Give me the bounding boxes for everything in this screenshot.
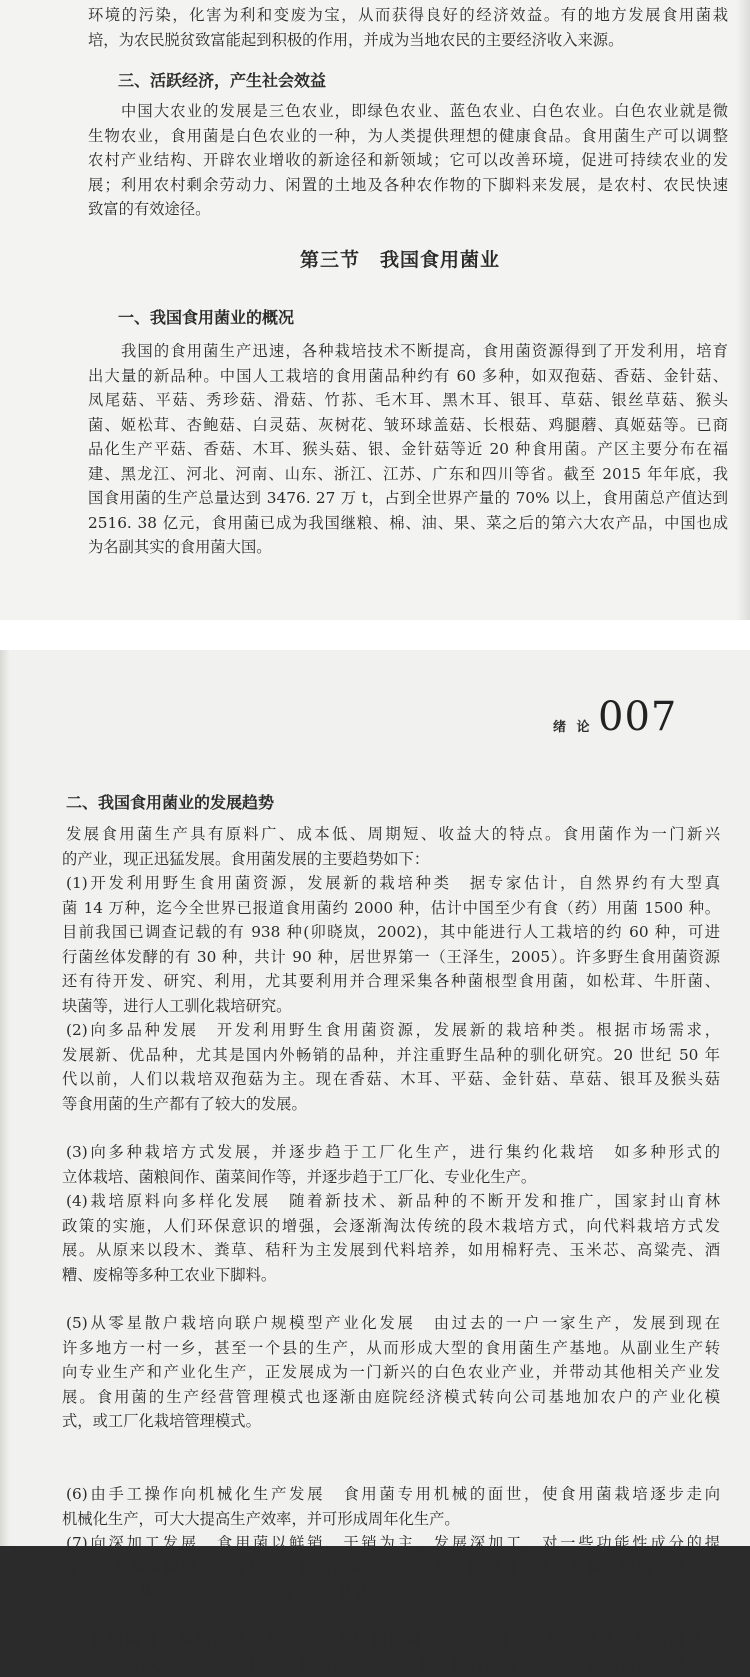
text-line: 渐形成一个从生产、加工到销售的一条产业链。 <box>62 1580 720 1605</box>
text-line: 中国大农业的发展是三色农业，即绿色农业、蓝色农业、白色农业。白色农业就是微 <box>88 99 728 124</box>
text-line: 块菌等，进行人工驯化栽培研究。 <box>62 994 720 1019</box>
paragraph-trend-6 <box>62 1482 720 1531</box>
text-line: 式，或工厂化栽培管理模式。 <box>62 1409 720 1434</box>
paragraph-subsection-1 <box>88 339 728 560</box>
text-line: (1)开发利用野生食用菌资源，发展新的栽培种类 据专家估计，自然界约有大型真 <box>62 871 720 896</box>
paragraph-trend-3 <box>62 1140 720 1189</box>
heading-subsection-1: 一、我国食用菌业的概况 <box>118 305 294 328</box>
paragraph-trend-7 <box>62 1531 720 1605</box>
top-book-page <box>0 0 750 620</box>
text-line: 国食用菌的生产总量达到 3476. 27 万 t，占到全世界产量的 70% 以上，食用菌总产值达到 <box>88 486 728 511</box>
paragraph-trend-5 <box>62 1311 720 1434</box>
text-line: 向专业生产和产业化生产，正发展成为一门新兴的白色农业产业，并带动其他相关产业发 <box>62 1360 720 1385</box>
page-gap <box>0 620 750 650</box>
text-line: 菌 14 万种，迄今全世界已报道食用菌约 2000 种，估计中国至少有食（药）用菌 1500 种。 <box>62 896 720 921</box>
text-line: (2)向多品种发展 开发利用野生食用菌资源，发展新的栽培种类。根据市场需求， <box>62 1018 720 1043</box>
text-line: 出大量的新品种。中国人工栽培的食用菌品种约有 60 多种，如双孢菇、香菇、金针菇、 <box>88 364 728 389</box>
paragraph-trend-8 <box>62 1628 720 1677</box>
text-line: 以农民经纪人、专业合作社、运销商贩、加工企业为核心的格局。全国各类食用菌批发市 <box>62 1653 720 1677</box>
text-line: 凤尾菇、平菇、秀珍菇、滑菇、竹荪、毛木耳、黑木耳、银耳、草菇、银丝草菇、猴头 <box>88 388 728 413</box>
text-line: 发展新、优品种，尤其是国内外畅销的品种，并注重野生品种的驯化研究。20 世纪 50 年 <box>62 1043 720 1068</box>
text-line: 取，如真菌多糖等，向保健品、药品方向发展。同时，注重食用菌的贮藏、运输开发。逐 <box>62 1556 720 1581</box>
text-line: 发展食用菌生产具有原料广、成本低、周期短、收益大的特点。食用菌作为一门新兴 <box>62 822 720 847</box>
paragraph-trend-0 <box>62 822 720 871</box>
text-line: 机械化生产，可大大提高生产效率，并可形成周年化生产。 <box>62 1507 720 1532</box>
text-line: (6)由手工操作向机械化生产发展 食用菌专用机械的面世，使食用菌栽培逐步走向 <box>62 1482 720 1507</box>
text-line: 生物农业，食用菌是白色农业的一种，为人类提供理想的健康食品。食用菌生产可以调整 <box>88 124 728 149</box>
text-line: 致富的有效途径。 <box>88 197 728 222</box>
text-line: 的产业，现正迅猛发展。食用菌发展的主要趋势如下： <box>62 847 720 872</box>
text-line: 等食用菌的生产都有了较大的发展。 <box>62 1092 720 1117</box>
paragraph-section-3 <box>88 99 728 222</box>
heading-subsection-2: 二、我国食用菌业的发展趋势 <box>66 790 274 813</box>
text-line: 还有待开发、研究、利用，尤其要利用并合理采集各种菌根型食用菌，如松茸、牛肝菌、 <box>62 969 720 994</box>
text-line: 政策的实施，人们环保意识的增强，会逐渐淘汰传统的段木栽培方式，向代料栽培方式发 <box>62 1214 720 1239</box>
text-line: 环境的污染，化害为利和变废为宝，从而获得良好的经济效益。有的地方发展食用菌栽 <box>88 3 728 28</box>
page-number: 007 <box>598 694 677 740</box>
text-line: 建、黑龙江、河北、河南、山东、浙江、江苏、广东和四川等省。截至 2015 年年底，我 <box>88 462 728 487</box>
text-line: (7)向深加工发展 食用菌以鲜销、干销为主，发展深加工，对一些功能性成分的提 <box>62 1531 720 1556</box>
text-line: 立体栽培、菌粮间作、菌菜间作等，并逐步趋于工厂化、专业化生产。 <box>62 1165 720 1190</box>
text-line: 农村产业结构、开辟农业增收的新途径和新领域；它可以改善环境，促进可持续农业的发 <box>88 148 728 173</box>
section-title: 第三节 我国食用菌业 <box>300 245 500 272</box>
heading-section-3: 三、活跃经济，产生社会效益 <box>118 68 326 91</box>
bottom-book-page <box>0 650 750 1546</box>
text-line: (5)从零星散户栽培向联户规模型产业化发展 由过去的一户一家生产，发展到现在 <box>62 1311 720 1336</box>
paragraph-intro <box>88 3 728 52</box>
text-line: 糟、废棉等多种工农业下脚料。 <box>62 1263 720 1288</box>
paragraph-trend-1 <box>62 871 720 1018</box>
text-line: (4)栽培原料向多样化发展 随着新技术、新品种的不断开发和推广，国家封山育林 <box>62 1189 720 1214</box>
text-line: 培，为农民脱贫致富能起到积极的作用，并成为当地农民的主要经济收入来源。 <box>88 28 728 53</box>
text-line: (3)向多种栽培方式发展，并逐步趋于工厂化生产，进行集约化栽培 如多种形式的 <box>62 1140 720 1165</box>
text-line: 行菌丝体发酵的有 30 种，共计 90 种，居世界第一（王泽生，2005）。许多野生食用菌资源 <box>62 945 720 970</box>
text-line: 代以前，人们以栽培双孢菇为主。现在香菇、木耳、平菇、金针菇、草菇、银耳及猴头菇 <box>62 1067 720 1092</box>
text-line: 展。从原来以段木、粪草、秸秆为主发展到代料培养，如用棉籽壳、玉米芯、高粱壳、酒 <box>62 1238 720 1263</box>
text-line: 目前我国已调查记载的有 938 种(卯晓岚，2002)，其中能进行人工栽培的约 60 种，可进 <box>62 920 720 945</box>
text-line: 2516. 38 亿元，食用菌已成为我国继粮、棉、油、果、菜之后的第六大农产品，中国也成 <box>88 511 728 536</box>
text-line: 为名副其实的食用菌大国。 <box>88 535 728 560</box>
text-line: 许多地方一村一乡，甚至一个县的生产，从而形成大型的食用菌生产基地。从副业生产转 <box>62 1336 720 1361</box>
text-line: 展；利用农村剩余劳动力、闲置的土地及各种农作物的下脚料来发展，是农村、农民快速 <box>88 173 728 198</box>
paragraph-trend-4 <box>62 1189 720 1287</box>
text-line: 我国的食用菌生产迅速，各种栽培技术不断提高，食用菌资源得到了开发利用，培育 <box>88 339 728 364</box>
text-line: 品化生产平菇、香菇、木耳、猴头菇、银、金针菇等近 20 种食用菌。产区主要分布在福 <box>88 437 728 462</box>
paragraph-trend-2 <box>62 1018 720 1116</box>
text-line: 展。食用菌的生产经营管理模式也逐渐由庭院经济模式转向公司基地加农户的产业化模 <box>62 1385 720 1410</box>
text-line: 菌、姬松茸、杏鲍菇、白灵菇、灰树花、皱环球盖菇、长根菇、鸡腿蘑、真姬菇等。已商 <box>88 413 728 438</box>
running-head: 绪 论 <box>553 716 593 735</box>
text-line: (8)食用菌流通网络渐成规模 全国食用菌流通形成了以批发市场、集贸市场为载体， <box>62 1628 720 1653</box>
